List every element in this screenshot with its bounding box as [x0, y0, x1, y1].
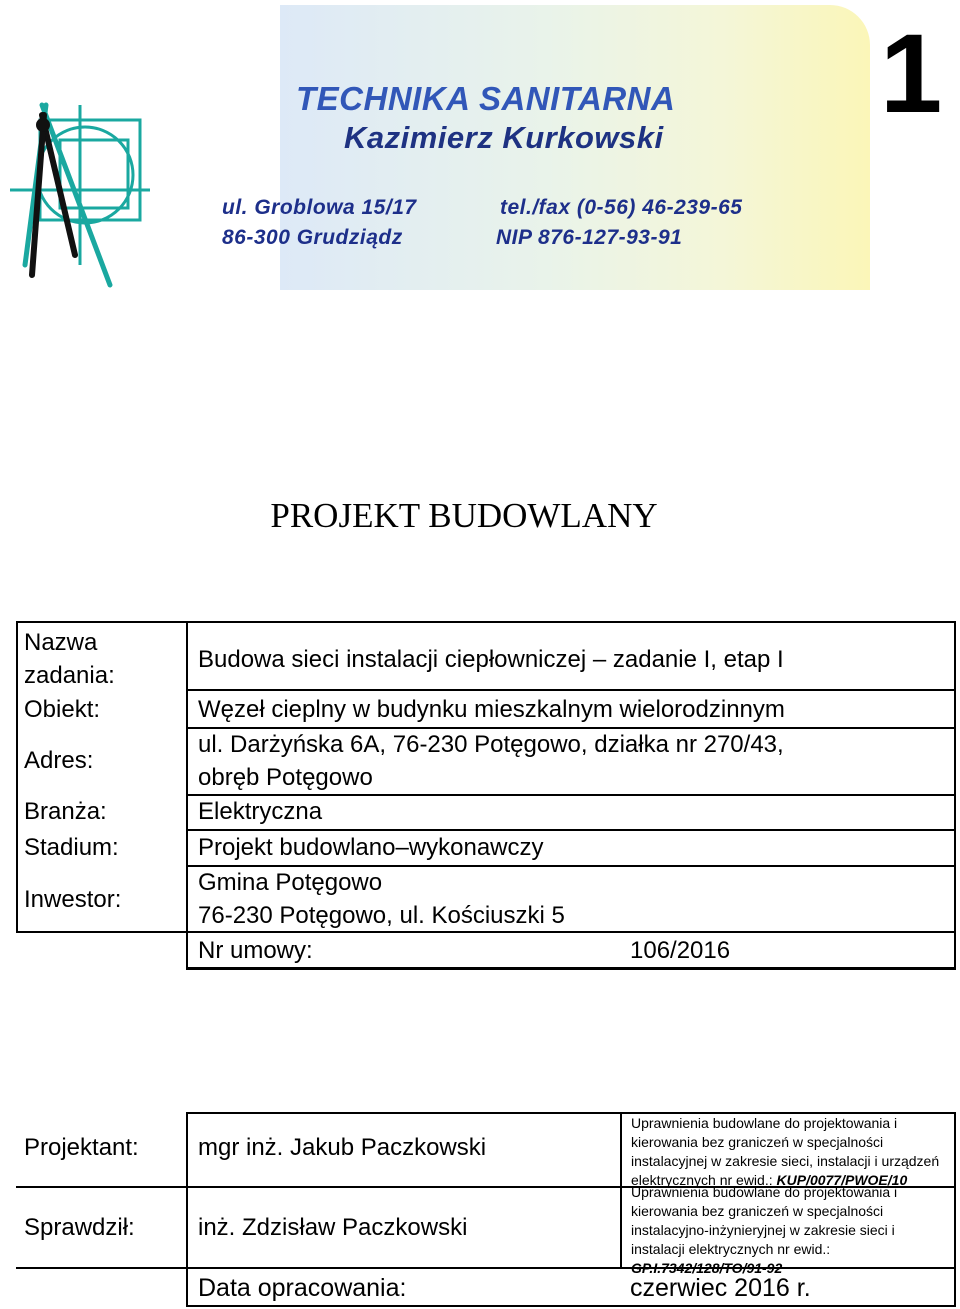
date-label: Data opracowania:	[198, 1274, 407, 1302]
stage-value: Projekt budowlano–wykonawczy	[198, 834, 544, 861]
investor-label: Inwestor:	[24, 886, 122, 913]
task-value: Budowa sieci instalacji ciepłowniczej – zadanie I, etap I	[198, 646, 784, 673]
table-border	[186, 1112, 188, 1307]
company-city: 86-300 Grudziądz	[222, 226, 403, 249]
designer-license: Uprawnienia budowlane do projektowania i kierowania bez graniczeń w specjalności instalacyjnej w zakresie sieci, instalacji i urządzeń elektrycznych nr ewid.: KUP/0077/PWOE/10	[631, 1115, 940, 1188]
table-border	[16, 621, 18, 933]
checker-label: Sprawdził:	[24, 1214, 135, 1241]
company-nip: NIP 876-127-93-91	[496, 226, 683, 249]
contract-value: 106/2016	[630, 937, 731, 964]
date-value: czerwiec 2016 r.	[630, 1274, 811, 1302]
row-divider	[186, 689, 956, 691]
checker-license-number: GP.I.7342/128/TO/91-92	[631, 1260, 783, 1276]
page-number: 1	[880, 11, 943, 136]
checker-name: inż. Zdzisław Paczkowski	[198, 1214, 468, 1241]
table-border	[16, 931, 186, 933]
owner-name: Kazimierz Kurkowski	[344, 120, 664, 155]
table-border	[620, 1112, 622, 1269]
checker-license: Uprawnienia budowlane do projektowania i kierowania bez graniczeń w specjalności instalacyjno-inżynieryjnej w zakresie sieci i instalacji elektrycznych nr ewid.: GP.I.7342/128/TO/91-92	[631, 1184, 898, 1276]
investor-value: Gmina Potęgowo 76-230 Potęgowo, ul. Kościuszki 5	[198, 869, 565, 929]
designer-label: Projektant:	[24, 1134, 139, 1161]
company-letterhead	[0, 0, 880, 300]
document-title: PROJEKT BUDOWLANY	[270, 496, 658, 535]
table-border	[186, 1305, 956, 1307]
designer-license-number: KUP/0077/PWOE/10	[776, 1172, 908, 1188]
contract-label: Nr umowy:	[198, 937, 313, 964]
table-border	[16, 621, 956, 623]
object-label: Obiekt:	[24, 696, 101, 723]
object-value: Węzeł cieplny w budynku mieszkalnym wielorodzinnym	[198, 696, 785, 723]
company-street: ul. Groblowa 15/17	[222, 196, 417, 219]
drafting-compass-icon	[0, 95, 160, 295]
address-value: ul. Darżyńska 6A, 76-230 Potęgowo, działka nr 270/43, obręb Potęgowo	[198, 731, 784, 791]
table-border	[954, 1112, 956, 1307]
branch-value: Elektryczna	[198, 798, 323, 825]
table-border	[186, 967, 956, 970]
task-label: Nazwa zadania:	[24, 629, 115, 689]
company-name: TECHNIKA SANITARNA	[296, 80, 676, 117]
designer-name: mgr inż. Jakub Paczkowski	[198, 1134, 487, 1161]
address-label: Adres:	[24, 747, 94, 774]
branch-label: Branża:	[24, 798, 107, 825]
stage-label: Stadium:	[24, 834, 119, 861]
company-phone: tel./fax (0-56) 46-239-65	[500, 196, 743, 219]
